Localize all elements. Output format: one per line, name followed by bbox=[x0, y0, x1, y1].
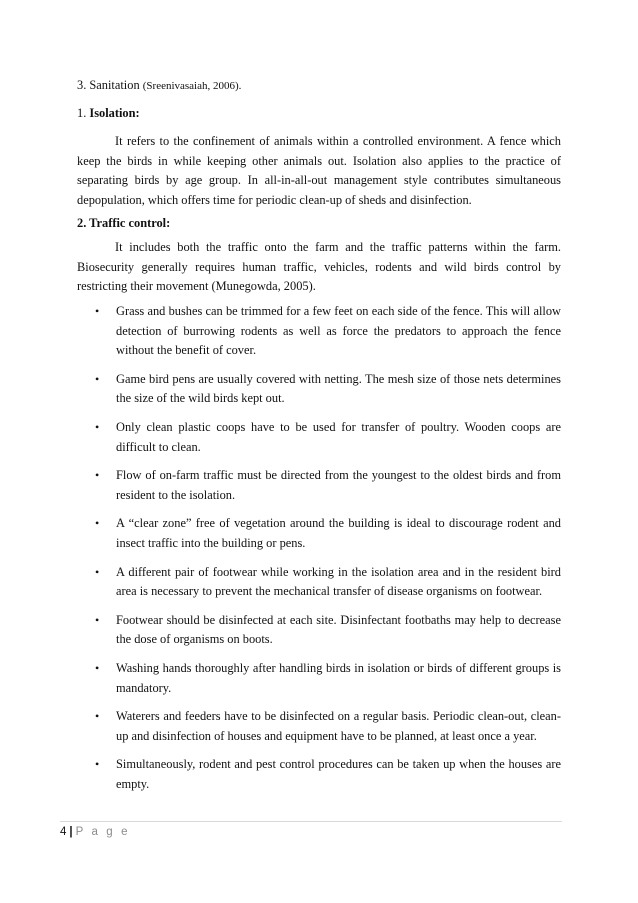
sanitation-label: 3. Sanitation bbox=[77, 78, 143, 92]
page-label: P a g e bbox=[75, 826, 131, 838]
isolation-heading bbox=[77, 104, 140, 124]
traffic-heading bbox=[77, 214, 170, 234]
list-item-text: Simultaneously, rodent and pest control procedures can be taken up when the houses are empty. bbox=[116, 757, 561, 791]
bullet-icon: • bbox=[95, 564, 100, 579]
page-number: 4 bbox=[60, 826, 67, 838]
list-item bbox=[77, 659, 561, 698]
list-item-text: A different pair of footwear while working in the isolation area and in the resident bird area is necessary to prevent the mechanical transfer of disease organisms on footwear. bbox=[116, 564, 561, 599]
list-item-text: Game bird pens are usually covered with netting. The mesh size of those nets determines the size of the wild birds kept out. bbox=[116, 371, 561, 406]
sanitation-line bbox=[77, 76, 241, 97]
list-item-text: Only clean plastic coops have to be used for transfer of poultry. Wooden coops are difficult to clean. bbox=[116, 419, 561, 454]
list-item bbox=[77, 302, 561, 361]
list-item-text: A “clear zone” free of vegetation around the building is ideal to discourage rodent and insect traffic into the building or pens. bbox=[116, 516, 561, 550]
list-item-text: Footwear should be disinfected at each site. Disinfectant footbaths may help to decrease the dose of organisms on boots. bbox=[116, 612, 561, 647]
bullet-icon: • bbox=[95, 709, 100, 724]
list-item bbox=[77, 418, 561, 457]
list-item bbox=[77, 611, 561, 650]
list-item bbox=[77, 707, 561, 746]
list-item bbox=[77, 466, 561, 505]
page-footer bbox=[60, 826, 130, 838]
list-item bbox=[77, 563, 561, 602]
bullet-icon: • bbox=[95, 304, 100, 318]
list-item bbox=[77, 755, 561, 794]
list-item bbox=[77, 370, 561, 409]
bullet-icon: • bbox=[95, 516, 100, 531]
bullet-icon: • bbox=[95, 660, 100, 675]
list-item bbox=[77, 514, 561, 553]
bullet-icon: • bbox=[95, 371, 100, 386]
list-item-text: Waterers and feeders have to be disinfected on a regular basis. Periodic clean-out, clean-up and disinfection of houses and equipment have to be planned, at least once a year. bbox=[116, 709, 561, 743]
bullet-icon: • bbox=[95, 419, 100, 434]
traffic-paragraph: It includes both the traffic onto the farm and the traffic patterns within the farm. Biosecurity generally requires human traffic, vehicles, rodents and wild birds control by restricting their movement (Munegowda, 2005). bbox=[77, 240, 561, 294]
isolation-number: 1. bbox=[77, 106, 90, 120]
traffic-bullet-list bbox=[77, 302, 561, 803]
list-item-text: Grass and bushes can be trimmed for a few feet on each side of the fence. This will allow detection of burrowing rodents as well as force the predators to approach the fence without the benefit of cover. bbox=[116, 304, 561, 358]
isolation-paragraph: It refers to the confinement of animals within a controlled environment. A fence which keep the birds in while keeping other animals out. Isolation also applies to the practice of separating birds by age group. In all-in-all-out management style contributes simultaneous depopulation, which offers time for periodic clean-up of sheds and disinfection. bbox=[77, 134, 561, 207]
list-item-text: Washing hands thoroughly after handling birds in isolation or birds of different groups is mandatory. bbox=[116, 660, 561, 695]
traffic-title: 2. Traffic control: bbox=[77, 216, 171, 230]
isolation-title: Isolation: bbox=[89, 106, 140, 120]
list-item-text: Flow of on-farm traffic must be directed from the youngest to the oldest birds and from resident to the isolation. bbox=[116, 468, 561, 502]
footer-separator: | bbox=[69, 826, 73, 838]
bullet-icon: • bbox=[95, 612, 100, 627]
sanitation-citation: (Sreenivasaiah, 2006). bbox=[142, 80, 242, 92]
bullet-icon: • bbox=[95, 468, 100, 483]
bullet-icon: • bbox=[95, 757, 100, 772]
footer-divider bbox=[60, 821, 562, 822]
